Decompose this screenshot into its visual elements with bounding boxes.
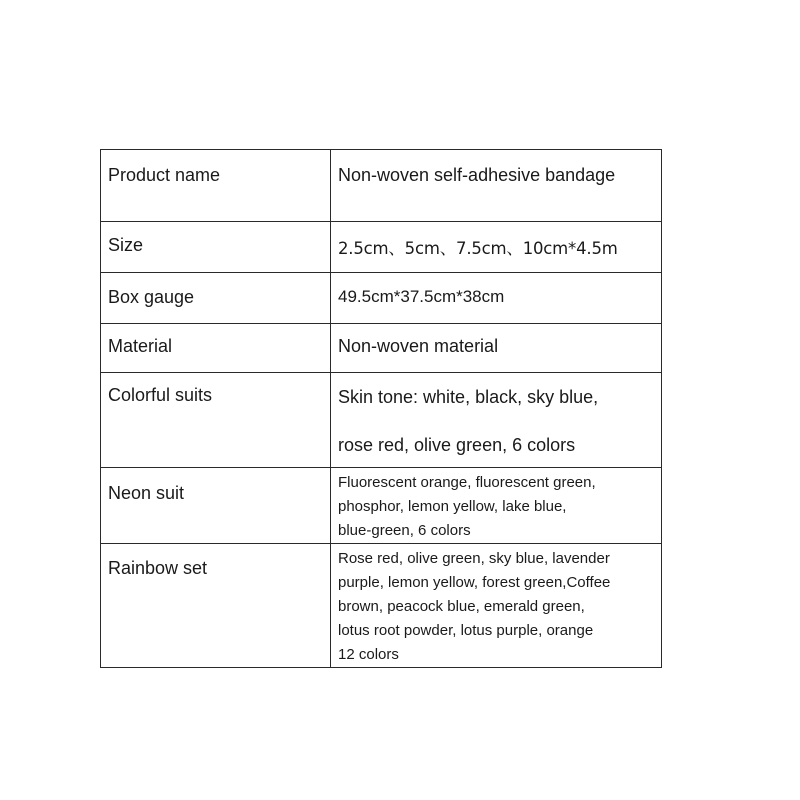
table-row (101, 544, 662, 668)
label-cell (101, 468, 331, 544)
table-row (101, 373, 662, 468)
value-line: Rose red, olive green, sky blue, lavender (338, 550, 610, 567)
row-label-neon-suit: Neon suit (108, 483, 185, 503)
table-row (101, 468, 662, 544)
value-cell (331, 544, 662, 668)
value-line: blue-green, 6 colors (338, 522, 471, 539)
row-label-colorful-suits: Colorful suits (108, 385, 213, 405)
row-value-material: Non-woven material (338, 336, 499, 356)
value-cell (331, 222, 662, 273)
label-cell (101, 222, 331, 273)
label-cell (101, 273, 331, 324)
table-row (101, 324, 662, 373)
row-label-product-name: Product name (108, 165, 221, 185)
value-line: 12 colors (338, 646, 399, 663)
label-cell (101, 150, 331, 222)
row-value-product-name: Non-woven self-adhesive bandage (338, 165, 616, 185)
row-label-rainbow-set: Rainbow set (108, 558, 208, 578)
value-cell (331, 273, 662, 324)
value-cell (331, 373, 662, 468)
value-line: brown, peacock blue, emerald green, (338, 598, 585, 615)
label-cell (101, 373, 331, 468)
value-line: rose red, olive green, 6 colors (338, 435, 576, 455)
table-row (101, 222, 662, 273)
value-cell (331, 468, 662, 544)
value-line: Fluorescent orange, fluorescent green, (338, 474, 596, 491)
row-value-colorful-suits (331, 373, 661, 457)
row-value-box-gauge: 49.5cm*37.5cm*38cm (338, 287, 505, 306)
row-label-box-gauge: Box gauge (108, 287, 195, 307)
value-line: phosphor, lemon yellow, lake blue, (338, 498, 567, 515)
row-value-size: 2.5cm、5cm、7.5cm、10cm*4.5m (338, 239, 618, 258)
label-cell (101, 324, 331, 373)
value-line: purple, lemon yellow, forest green,Coffee (338, 574, 611, 591)
table-row (101, 273, 662, 324)
row-value-rainbow-set (331, 544, 661, 667)
row-value-neon-suit (331, 468, 661, 543)
product-spec-table (100, 149, 662, 668)
value-line: lotus root powder, lotus purple, orange (338, 622, 594, 639)
row-label-material: Material (108, 336, 173, 356)
table-row (101, 150, 662, 222)
value-cell (331, 324, 662, 373)
value-line: Skin tone: white, black, sky blue, (338, 387, 599, 407)
label-cell (101, 544, 331, 668)
value-cell (331, 150, 662, 222)
row-label-size: Size (108, 235, 144, 255)
